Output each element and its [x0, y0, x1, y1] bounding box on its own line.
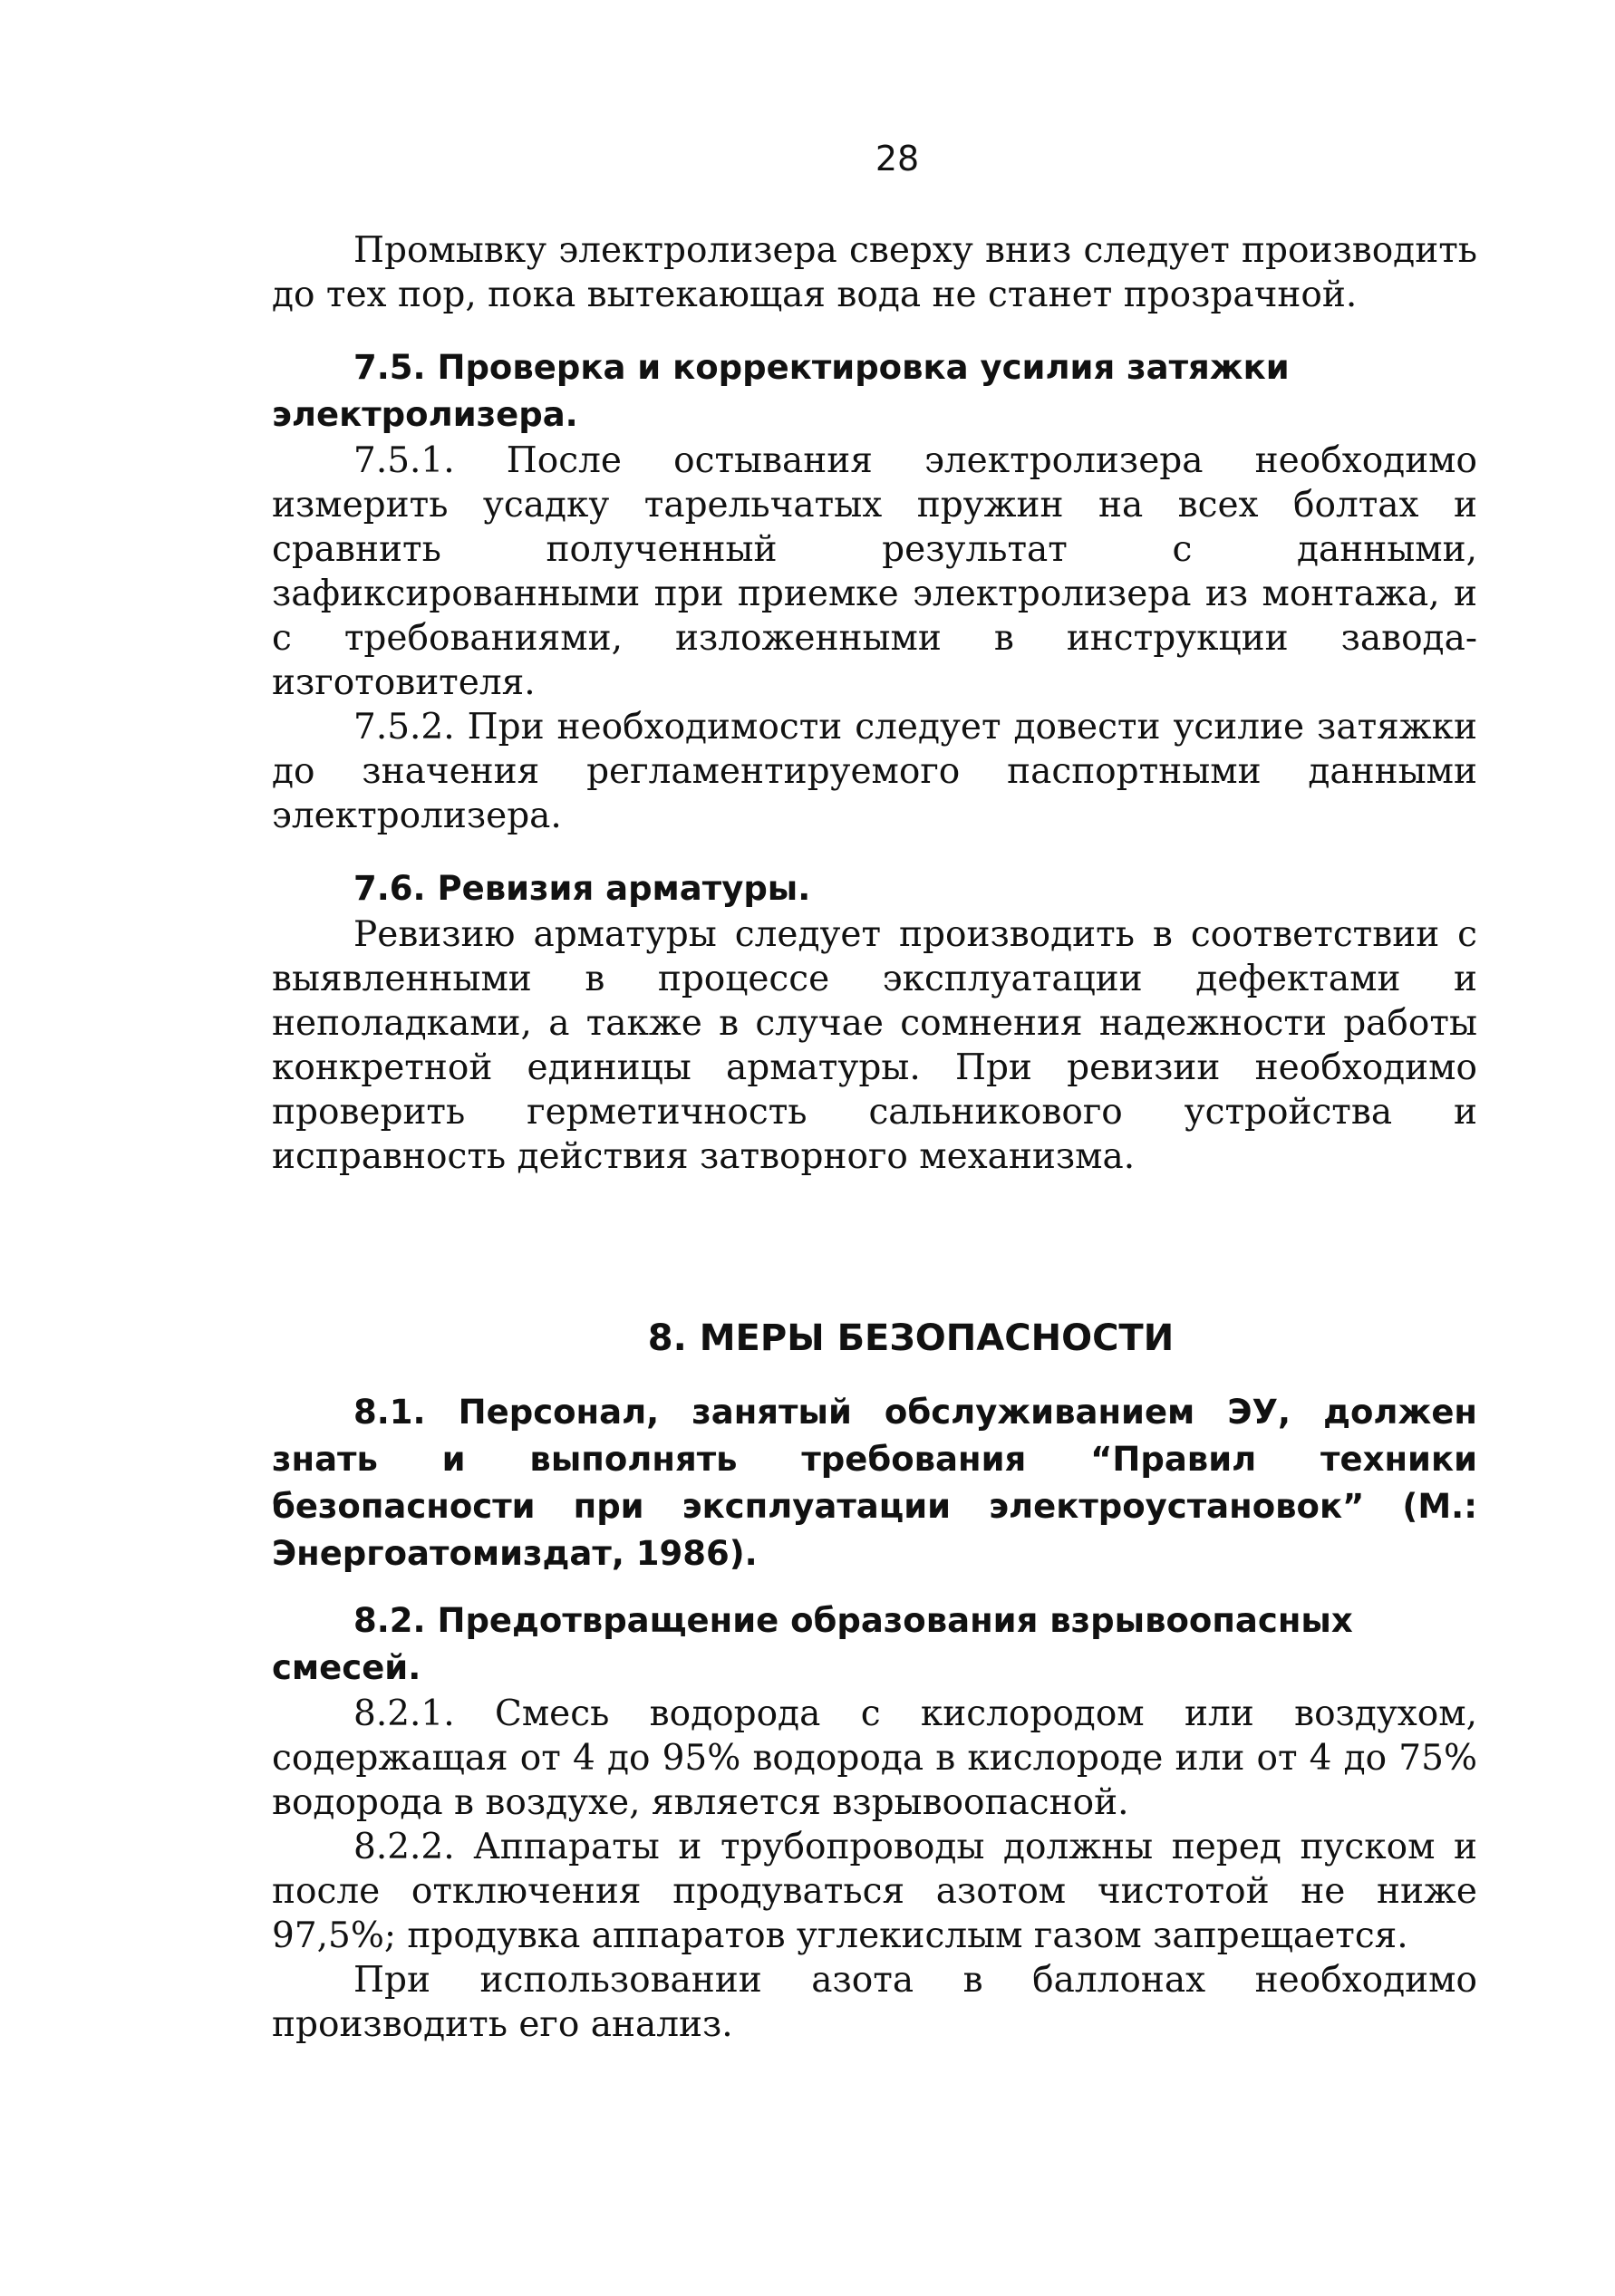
section-7-5-heading: 7.5. Проверка и корректировка усилия затяжки электролизера.: [272, 348, 1290, 434]
paragraph-7-5-1: 7.5.1. После остывания электролизера необходимо измерить усадку тарельчатых пружин на всех болтах и сравнить полученный результат с данными, зафиксированными при приемке электролизера из монтажа, и с требованиями, изложенными в инструкции завода-изготовителя.: [272, 440, 1477, 703]
paragraph-8-2-2: 8.2.2. Аппараты и трубопроводы должны перед пуском и после отключения продуваться азотом чистотой не ниже 97,5%; продувка аппаратов углекислым газом запрещается.: [272, 1827, 1477, 1956]
spacer: [272, 838, 1477, 865]
spacer: [272, 1179, 1477, 1315]
paragraph-nitrogen-analysis: При использовании азота в баллонах необходимо производить его анализ.: [272, 1960, 1477, 2045]
section-8-title: 8. МЕРЫ БЕЗОПАСНОСТИ: [647, 1317, 1175, 1359]
paragraph-8-2-1: 8.2.1. Смесь водорода с кислородом или воздухом, содержащая от 4 до 95% водорода в кислороде или от 4 до 75% водорода в воздухе, является взрывоопасной.: [272, 1693, 1477, 1823]
paragraph-7-6: Ревизию арматуры следует производить в соответствии с выявленными в процессе эксплуатации дефектами и неполадками, а также в случае сомнения надежности работы конкретной единицы арматуры. При ревизии необходимо проверить герметичность сальникового устройства и исправность действия затворного механизма.: [272, 914, 1477, 1177]
paragraph-7-5-2: 7.5.2. При необходимости следует довести усилие затяжки до значения регламентируемого паспортными данными электролизера.: [272, 707, 1477, 836]
document-page: [272, 136, 1477, 2047]
item-8-2-heading: 8.2. Предотвращение образования взрывоопасных смесей.: [272, 1601, 1353, 1687]
intro-paragraph: Промывку электролизера сверху вниз следует производить до тех пор, пока вытекающая вода не станет прозрачной.: [272, 230, 1477, 315]
section-7-6-heading: 7.6. Ревизия арматуры.: [353, 869, 811, 908]
item-8-1: 8.1. Персонал, занятый обслуживанием ЭУ, должен знать и выполнять требования “Правил техники безопасности при эксплуатации электроустановок” (М.: Энергоатомиздат, 1986).: [272, 1393, 1477, 1573]
spacer: [272, 1362, 1477, 1389]
spacer: [272, 317, 1477, 344]
page-number: 28: [875, 139, 920, 178]
spacer: [272, 1577, 1477, 1597]
